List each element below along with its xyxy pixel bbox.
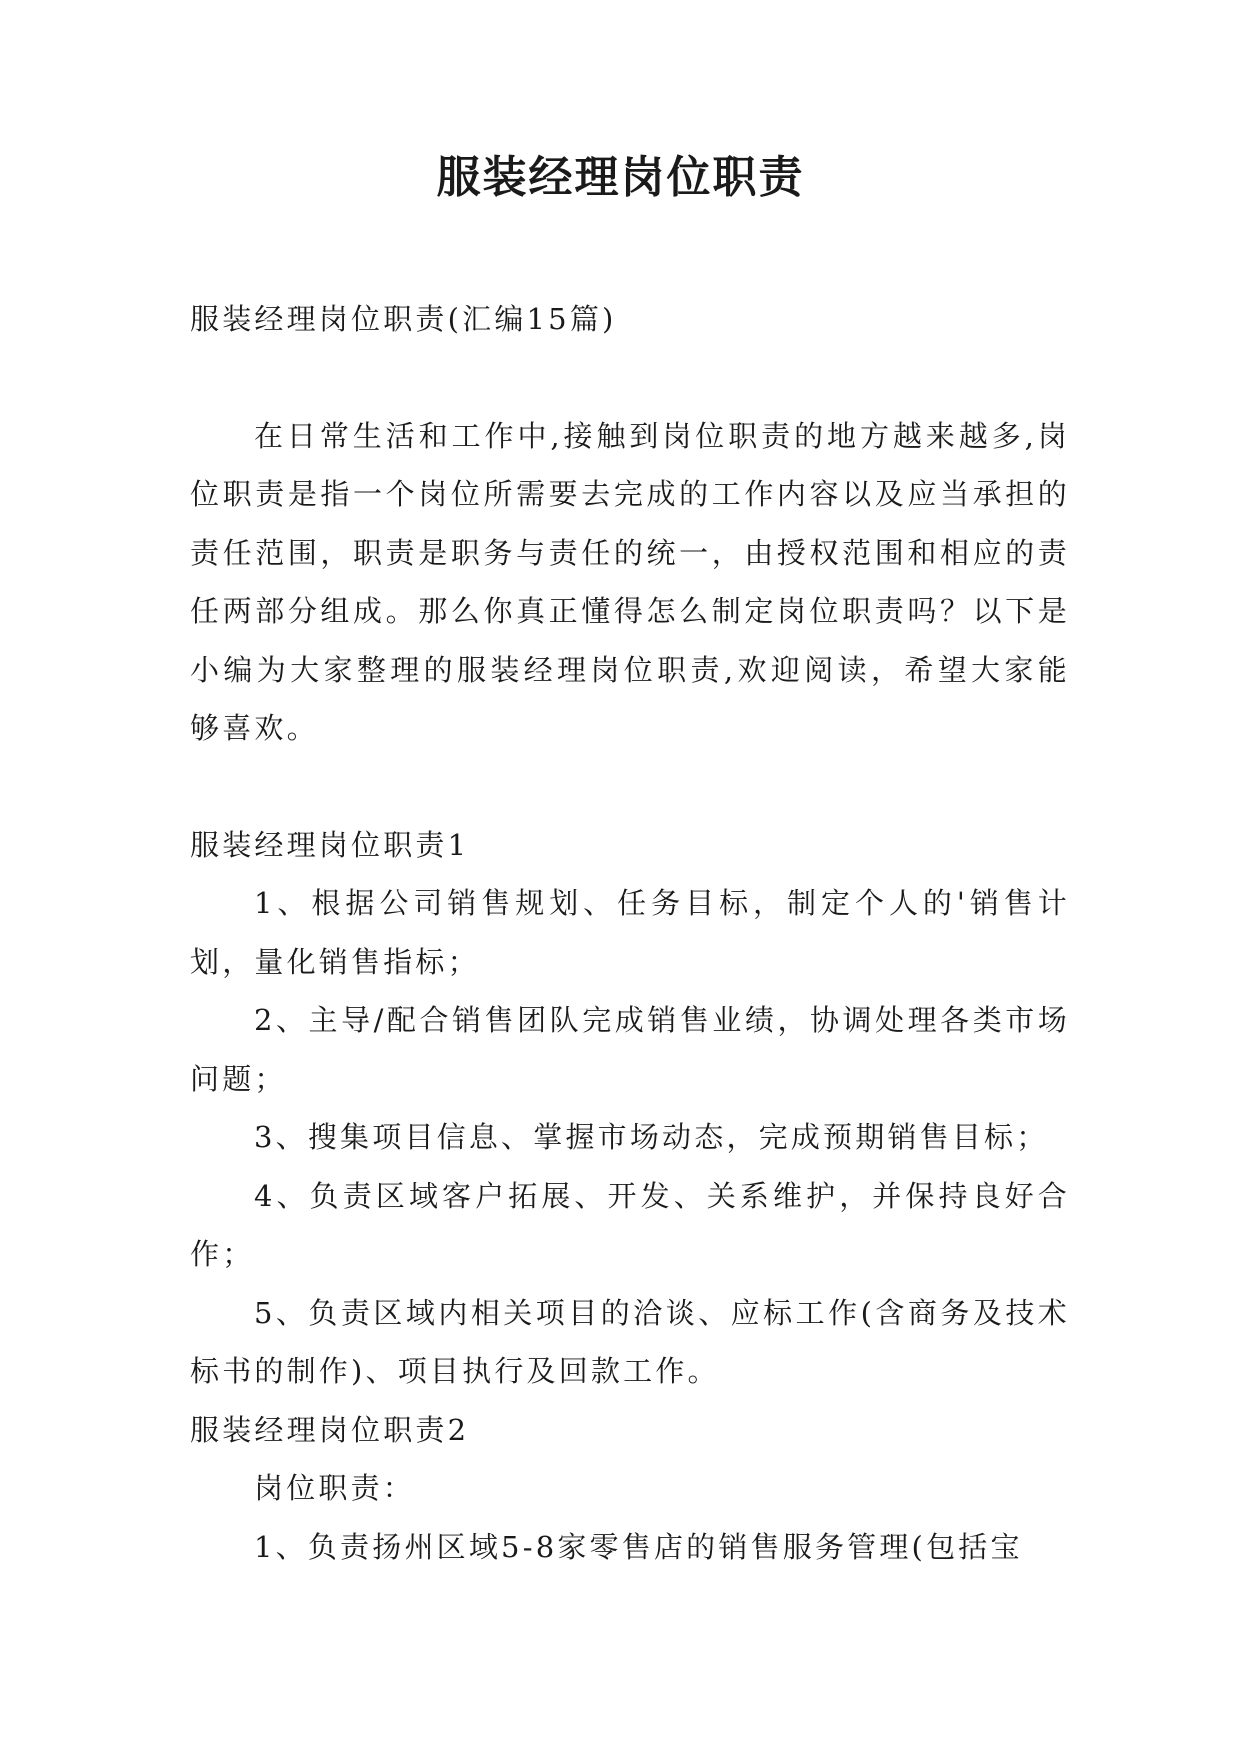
document-body (190, 290, 1070, 1576)
section-1-item: 5、负责区域内相关项目的洽谈、应标工作(含商务及技术标书的制作)、项目执行及回款工作。 (190, 1295, 1070, 1388)
section-1-item: 1、根据公司销售规划、任务目标，制定个人的'销售计划，量化销售指标； (190, 886, 1070, 979)
intro-paragraph: 在日常生活和工作中,接触到岗位职责的地方越来越多,岗位职责是指一个岗位所需要去完成的工作内容以及应当承担的责任范围，职责是职务与责任的统一，由授权范围和相应的责任两部分组成。那么你真正懂得怎么制定岗位职责吗？以下是小编为大家整理的服装经理岗位职责,欢迎阅读，希望大家能够喜欢。 (190, 418, 1070, 745)
section-1-item: 3、搜集项目信息、掌握市场动态，完成预期销售目标； (254, 1120, 1049, 1154)
section-2-item: 岗位职责： (254, 1471, 416, 1505)
section-1-item: 2、主导/配合销售团队完成销售业绩，协调处理各类市场问题； (190, 1003, 1070, 1096)
section-1-item: 4、负责区域客户拓展、开发、关系维护，并保持良好合作； (190, 1178, 1070, 1271)
section-heading-1: 服装经理岗位职责1 (190, 827, 470, 862)
document-title: 服装经理岗位职责 (436, 152, 805, 203)
document-subtitle: 服装经理岗位职责(汇编15篇) (190, 302, 617, 336)
section-2-item: 1、负责扬州区域5-8家零售店的销售服务管理(包括宝 (254, 1529, 1023, 1564)
section-heading-2: 服装经理岗位职责2 (190, 1412, 470, 1447)
